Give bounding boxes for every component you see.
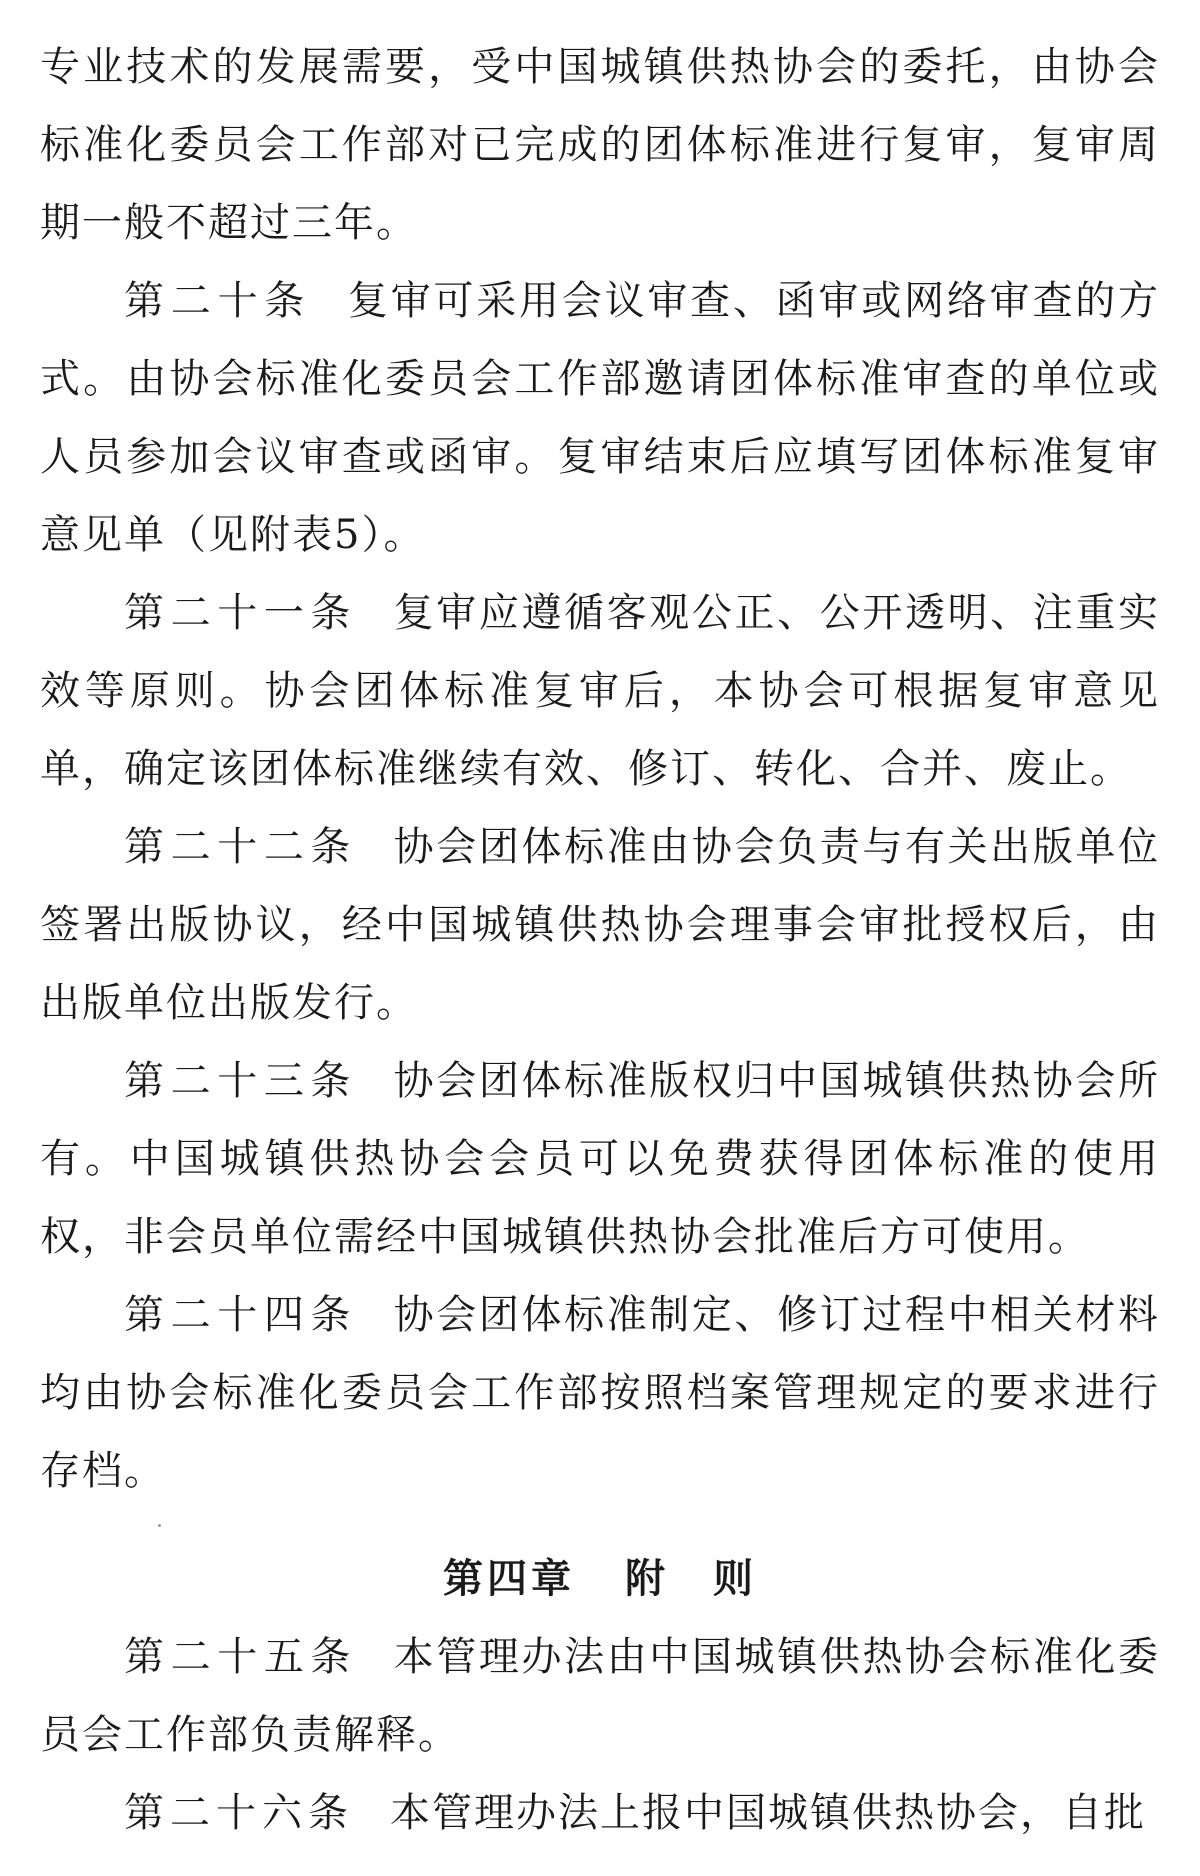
article-text: 复审应遵循客观公正、公开透明、注重实效等原则。协会团体标准复审后，本协会可根据复审意见单，确定该团体标准继续有效、修订、转化、合并、废止。 [40, 590, 1161, 792]
article-text: 复审可采用会议审查、函审或网络审查的方式。由协会标准化委员会工作部邀请团体标准审查的单位或人员参加会议审查或函审。复审结束后应填写团体标准复审意见单（见附表5）。 [40, 278, 1161, 558]
article-number: 第二十一条 [124, 590, 358, 636]
article-number: 第二十六条 [124, 1790, 354, 1836]
chapter-heading [40, 1544, 1160, 1614]
article-number: 第二十条 [124, 278, 312, 324]
article-23 [40, 1042, 1160, 1276]
chapter-number: 第四章 [443, 1556, 575, 1602]
chapter-title: 附 则 [625, 1556, 757, 1602]
article-number: 第二十三条 [124, 1058, 358, 1104]
article-21 [40, 574, 1160, 808]
article-number: 第二十二条 [124, 824, 358, 870]
article-22 [40, 808, 1160, 1042]
article-20 [40, 262, 1160, 574]
paragraph-continued: 专业技术的发展需要，受中国城镇供热协会的委托，由协会标准化委员会工作部对已完成的团体标准进行复审，复审周期一般不超过三年。 [40, 44, 1160, 246]
article-text: 协会团体标准版权归中国城镇供热协会所有。中国城镇供热协会会员可以免费获得团体标准的使用权，非会员单位需经中国城镇供热协会批准后方可使用。 [40, 1058, 1161, 1260]
article-26 [40, 1774, 1160, 1852]
article-number: 第二十四条 [124, 1292, 358, 1338]
article-text: 本管理办法上报中国城镇供热协会，自批 [390, 1790, 1146, 1836]
document-page [40, 28, 1160, 1852]
article-text: 协会团体标准由协会负责与有关出版单位签署出版协议，经中国城镇供热协会理事会审批授权后，由出版单位出版发行。 [40, 824, 1161, 1026]
article-number: 第二十五条 [124, 1634, 358, 1680]
article-25 [40, 1618, 1160, 1774]
scan-speck [158, 1524, 161, 1527]
article-text: 协会团体标准制定、修订过程中相关材料均由协会标准化委员会工作部按照档案管理规定的要求进行存档。 [40, 1292, 1161, 1494]
article-24 [40, 1276, 1160, 1510]
article-text: 本管理办法由中国城镇供热协会标准化委员会工作部负责解释。 [40, 1634, 1161, 1758]
